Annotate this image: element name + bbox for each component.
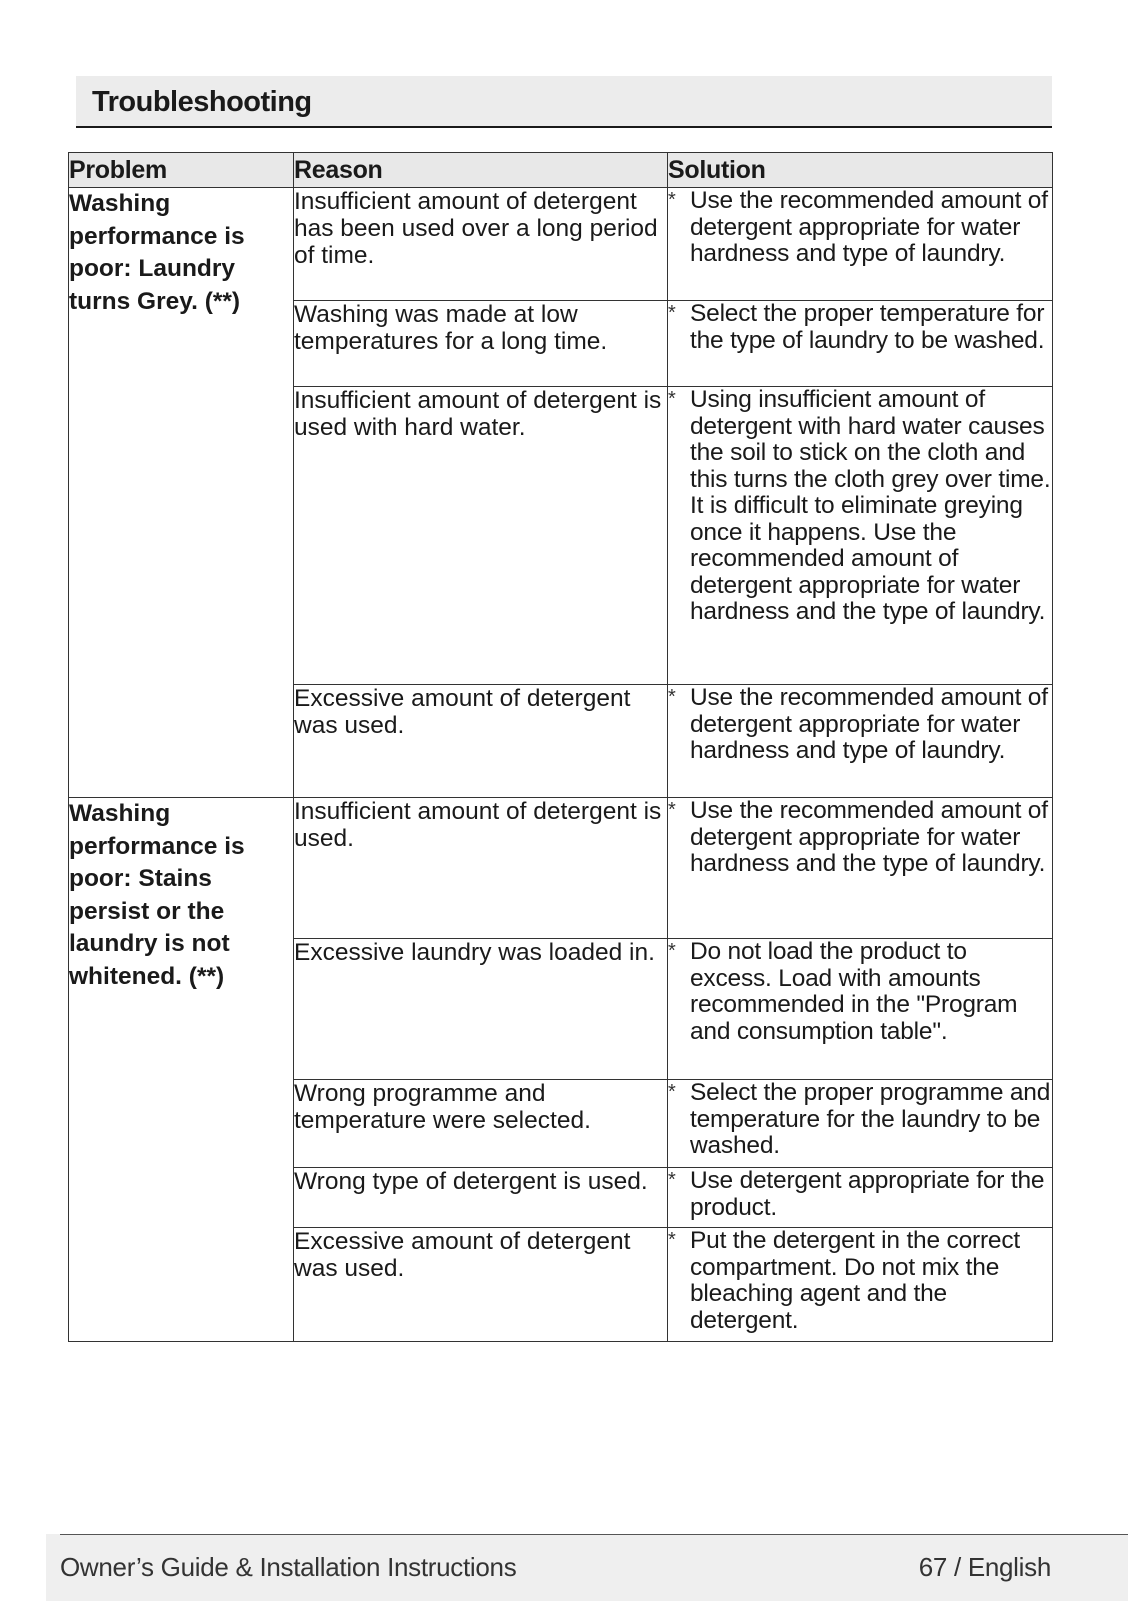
bullet-asterisk: * (668, 1169, 676, 1191)
solution-text: Use the recommended amount of detergent appropriate for water hardness and type of laundry. (690, 684, 1048, 764)
bullet-asterisk: * (668, 388, 676, 410)
reason-cell: Excessive laundry was loaded in. (294, 939, 668, 1080)
bullet-asterisk: * (668, 940, 676, 962)
section-header (76, 76, 1052, 128)
bullet-asterisk: * (668, 799, 676, 821)
solution-text: Put the detergent in the correct compartment. Do not mix the bleaching agent and the detergent. (690, 1227, 1020, 1334)
bullet-asterisk: * (668, 686, 676, 708)
solution-text: Use the recommended amount of detergent appropriate for water hardness and type of laundry. (690, 187, 1048, 267)
problem-cell: Washing performance is poor: Stains persist or the laundry is not whitened. (**) (69, 798, 294, 1342)
reason-cell: Insufficient amount of detergent is used with hard water. (294, 387, 668, 685)
solution-text: Select the proper programme and temperature for the laundry to be washed. (690, 1079, 1051, 1159)
reason-cell: Insufficient amount of detergent is used. (294, 798, 668, 939)
solution-cell (668, 1168, 1053, 1228)
troubleshooting-table (68, 152, 1053, 1342)
reason-cell: Insufficient amount of detergent has been used over a long period of time. (294, 188, 668, 301)
solution-cell (668, 387, 1053, 685)
reason-cell: Excessive amount of detergent was used. (294, 1228, 668, 1342)
column-header-reason: Reason (294, 153, 668, 188)
reason-cell: Wrong type of detergent is used. (294, 1168, 668, 1228)
footer-document-title: Owner’s Guide & Installation Instructions (60, 1552, 517, 1582)
reason-cell: Washing was made at low temperatures for a long time. (294, 301, 668, 387)
column-header-solution: Solution (668, 153, 1053, 188)
reason-cell: Wrong programme and temperature were selected. (294, 1080, 668, 1168)
bullet-asterisk: * (668, 189, 676, 211)
footer-page-number: 67 / English (918, 1552, 1051, 1582)
solution-text: Do not load the product to excess. Load with amounts recommended in the "Program and consumption table". (690, 938, 1018, 1045)
solution-cell (668, 939, 1053, 1080)
table-header-row (69, 153, 1053, 188)
bullet-asterisk: * (668, 1229, 676, 1251)
solution-cell (668, 685, 1053, 798)
bullet-asterisk: * (668, 1081, 676, 1103)
table-row (69, 188, 1053, 301)
reason-cell: Excessive amount of detergent was used. (294, 685, 668, 798)
solution-cell (668, 188, 1053, 301)
solution-text: Use detergent appropriate for the product. (690, 1167, 1045, 1221)
page-title: Troubleshooting (92, 86, 312, 118)
footer-divider (60, 1534, 1128, 1535)
solution-cell (668, 301, 1053, 387)
solution-text: Select the proper temperature for the type of laundry to be washed. (690, 300, 1045, 354)
solution-text: Using insufficient amount of detergent with hard water causes the soil to stick on the cloth and this turns the cloth grey over time. It is difficult to eliminate greying once it happens. Use the recommended amount of detergent appropriate for water hardness and the type of laundry. (690, 386, 1051, 625)
bullet-asterisk: * (668, 302, 676, 324)
solution-cell (668, 798, 1053, 939)
solution-text: Use the recommended amount of detergent appropriate for water hardness and the type of laundry. (690, 797, 1048, 877)
table-row (69, 798, 1053, 939)
column-header-problem: Problem (69, 153, 294, 188)
solution-cell (668, 1228, 1053, 1342)
solution-cell (668, 1080, 1053, 1168)
problem-cell: Washing performance is poor: Laundry turns Grey. (**) (69, 188, 294, 798)
